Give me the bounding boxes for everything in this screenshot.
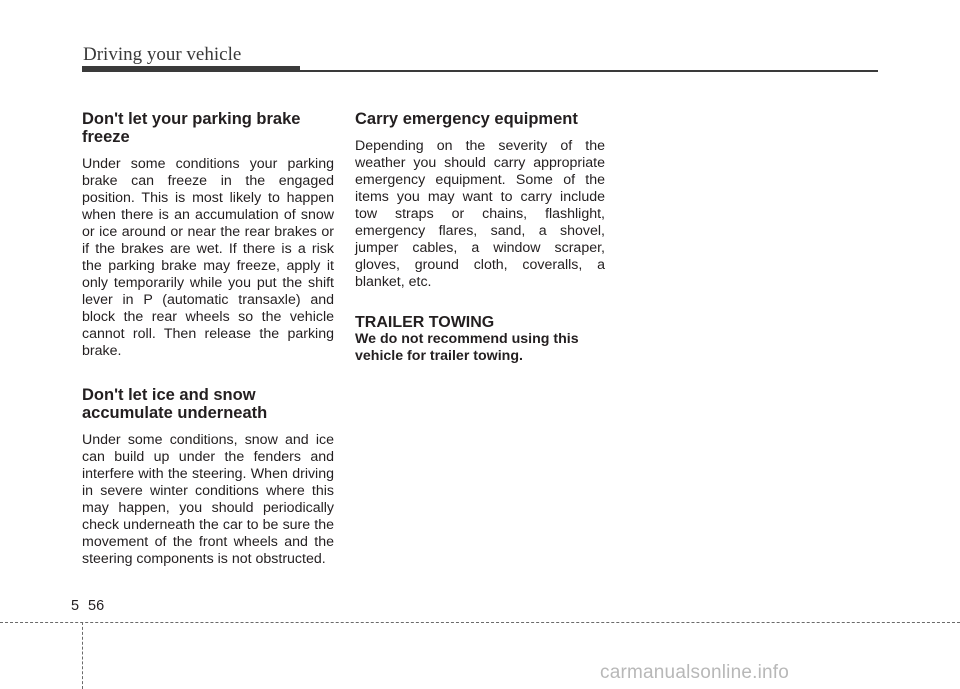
section-heading-ice-snow: Don't let ice and snow accumulate underneath bbox=[82, 386, 268, 422]
header-rule-thick bbox=[82, 66, 300, 72]
page-number: 56 bbox=[88, 598, 105, 614]
section-heading-trailer-towing: TRAILER TOWING bbox=[355, 314, 495, 331]
section-heading-parking-brake: Don't let your parking brake freeze bbox=[82, 110, 301, 146]
section-body-emergency-equipment: Depending on the severity of the weather you should carry appropriate emergency equipment. Some of the items you may want to carry include tow straps or chains, flashlight, emergency flares, sand, a shovel, jumper cables, a window scraper, gloves, ground cloth, coveralls, a blanket, etc. bbox=[355, 138, 605, 290]
footer-vertical-divider bbox=[82, 622, 83, 689]
watermark: carmanualsonline.info bbox=[600, 662, 790, 683]
section-body-parking-brake: Under some conditions your parking brake can freeze in the engaged position. This is most likely to happen when there is an accumulation of snow or ice around or near the rear brakes or if the brakes are wet. If there is a risk the parking brake may freeze, apply it only temporarily while you put the shift lever in P (automatic transaxle) and block the rear wheels so the vehicle cannot roll. Then release the parking brake. bbox=[82, 156, 334, 359]
right-column bbox=[355, 110, 605, 365]
footer-divider bbox=[0, 622, 960, 623]
left-column bbox=[82, 110, 334, 568]
trailer-towing-note: We do not recommend using this vehicle for trailer towing. bbox=[355, 331, 579, 364]
section-heading-emergency-equipment: Carry emergency equipment bbox=[355, 110, 578, 128]
header-rule-thin bbox=[300, 70, 878, 72]
section-body-ice-snow: Under some conditions, snow and ice can build up under the fenders and interfere with the steering. When driving in severe winter conditions where this may happen, you should periodically check underneath the car to be sure the movement of the front wheels and the steering components is not obstructed. bbox=[82, 432, 334, 567]
chapter-number: 5 bbox=[71, 598, 80, 614]
page-header-title: Driving your vehicle bbox=[83, 44, 242, 65]
